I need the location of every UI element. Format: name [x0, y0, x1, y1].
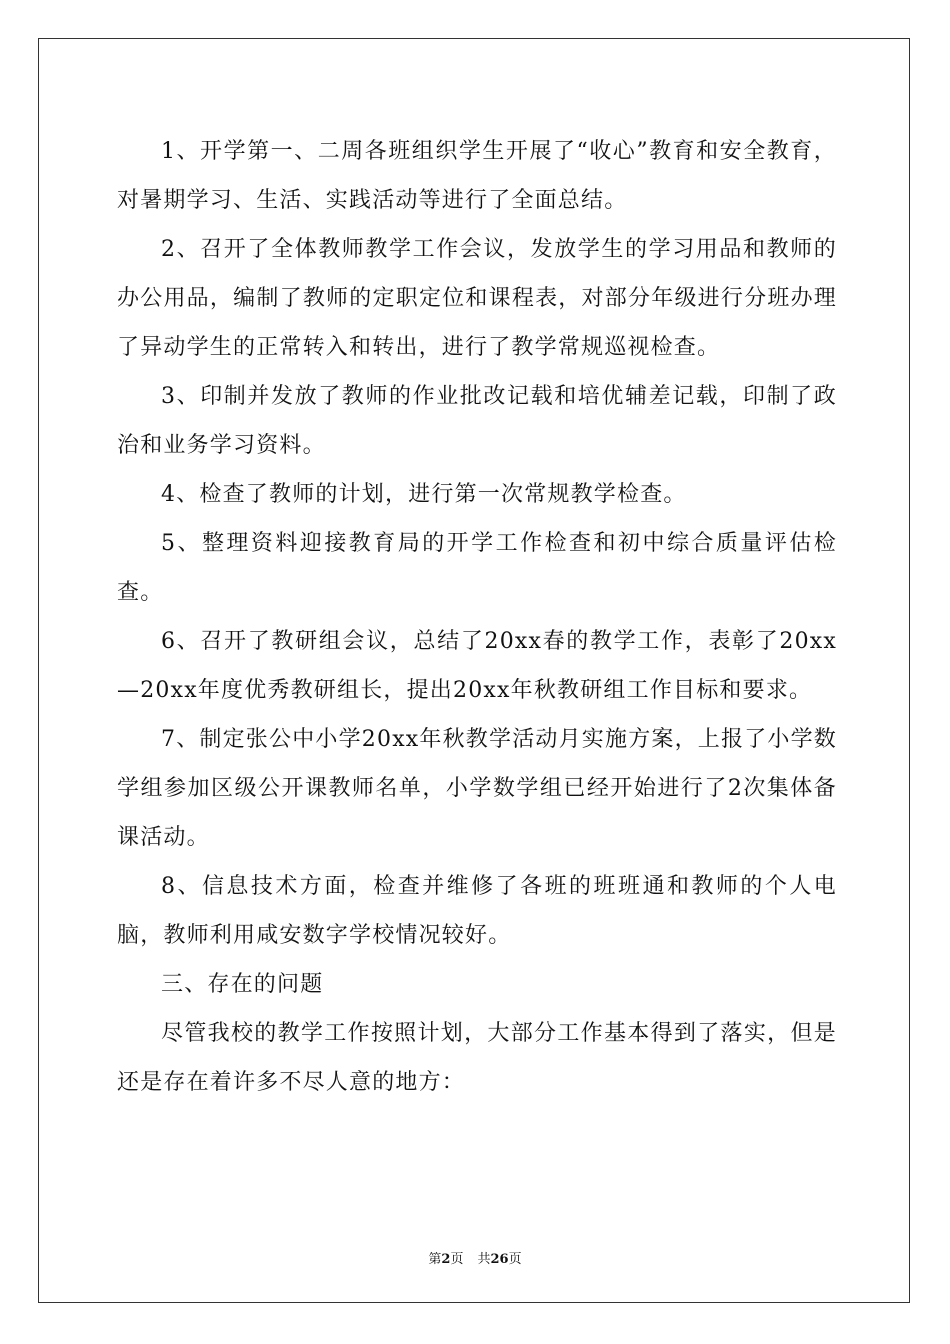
paragraph-6: 6、召开了教研组会议，总结了20xx春的教学工作，表彰了20xx—20xx年度优秀教研组长，提出20xx年秋教研组工作目标和要求。 — [117, 629, 837, 703]
section-heading-problems: 三、存在的问题 — [161, 972, 324, 997]
paragraph-3: 3、印制并发放了教师的作业批改记载和培优辅差记载，印制了政治和业务学习资料。 — [117, 384, 837, 458]
total-suffix: 页 — [508, 1252, 522, 1267]
page-suffix: 页 — [450, 1252, 464, 1267]
page-number: 2 — [441, 1252, 451, 1267]
paragraph-4: 4、检查了教师的计划，进行第一次常规教学检查。 — [161, 482, 687, 507]
page-footer — [0, 1248, 950, 1267]
paragraph-2: 2、召开了全体教师教学工作会议，发放学生的学习用品和教师的办公用品，编制了教师的定职定位和课程表，对部分年级进行分班办理了异动学生的正常转入和转出，进行了教学常规巡视检查。 — [117, 237, 837, 360]
page-prefix: 第 — [428, 1252, 442, 1267]
total-prefix: 共 — [477, 1252, 491, 1267]
paragraph-7: 7、制定张公中小学20xx年秋教学活动月实施方案，上报了小学数学组参加区级公开课教师名单，小学数学组已经开始进行了2次集体备课活动。 — [117, 727, 838, 850]
paragraph-9: 尽管我校的教学工作按照计划，大部分工作基本得到了落实，但是还是存在着许多不尽人意的地方： — [117, 1021, 837, 1095]
paragraph-1: 1、开学第一、二周各班组织学生开展了“收心”教育和安全教育，对暑期学习、生活、实践活动等进行了全面总结。 — [117, 139, 837, 213]
paragraph-5: 5、整理资料迎接教育局的开学工作检查和初中综合质量评估检查。 — [117, 531, 837, 605]
total-pages: 26 — [490, 1252, 509, 1267]
document-body — [117, 127, 837, 1107]
paragraph-8: 8、信息技术方面，检查并维修了各班的班班通和教师的个人电脑，教师利用咸安数字学校情况较好。 — [117, 874, 837, 948]
